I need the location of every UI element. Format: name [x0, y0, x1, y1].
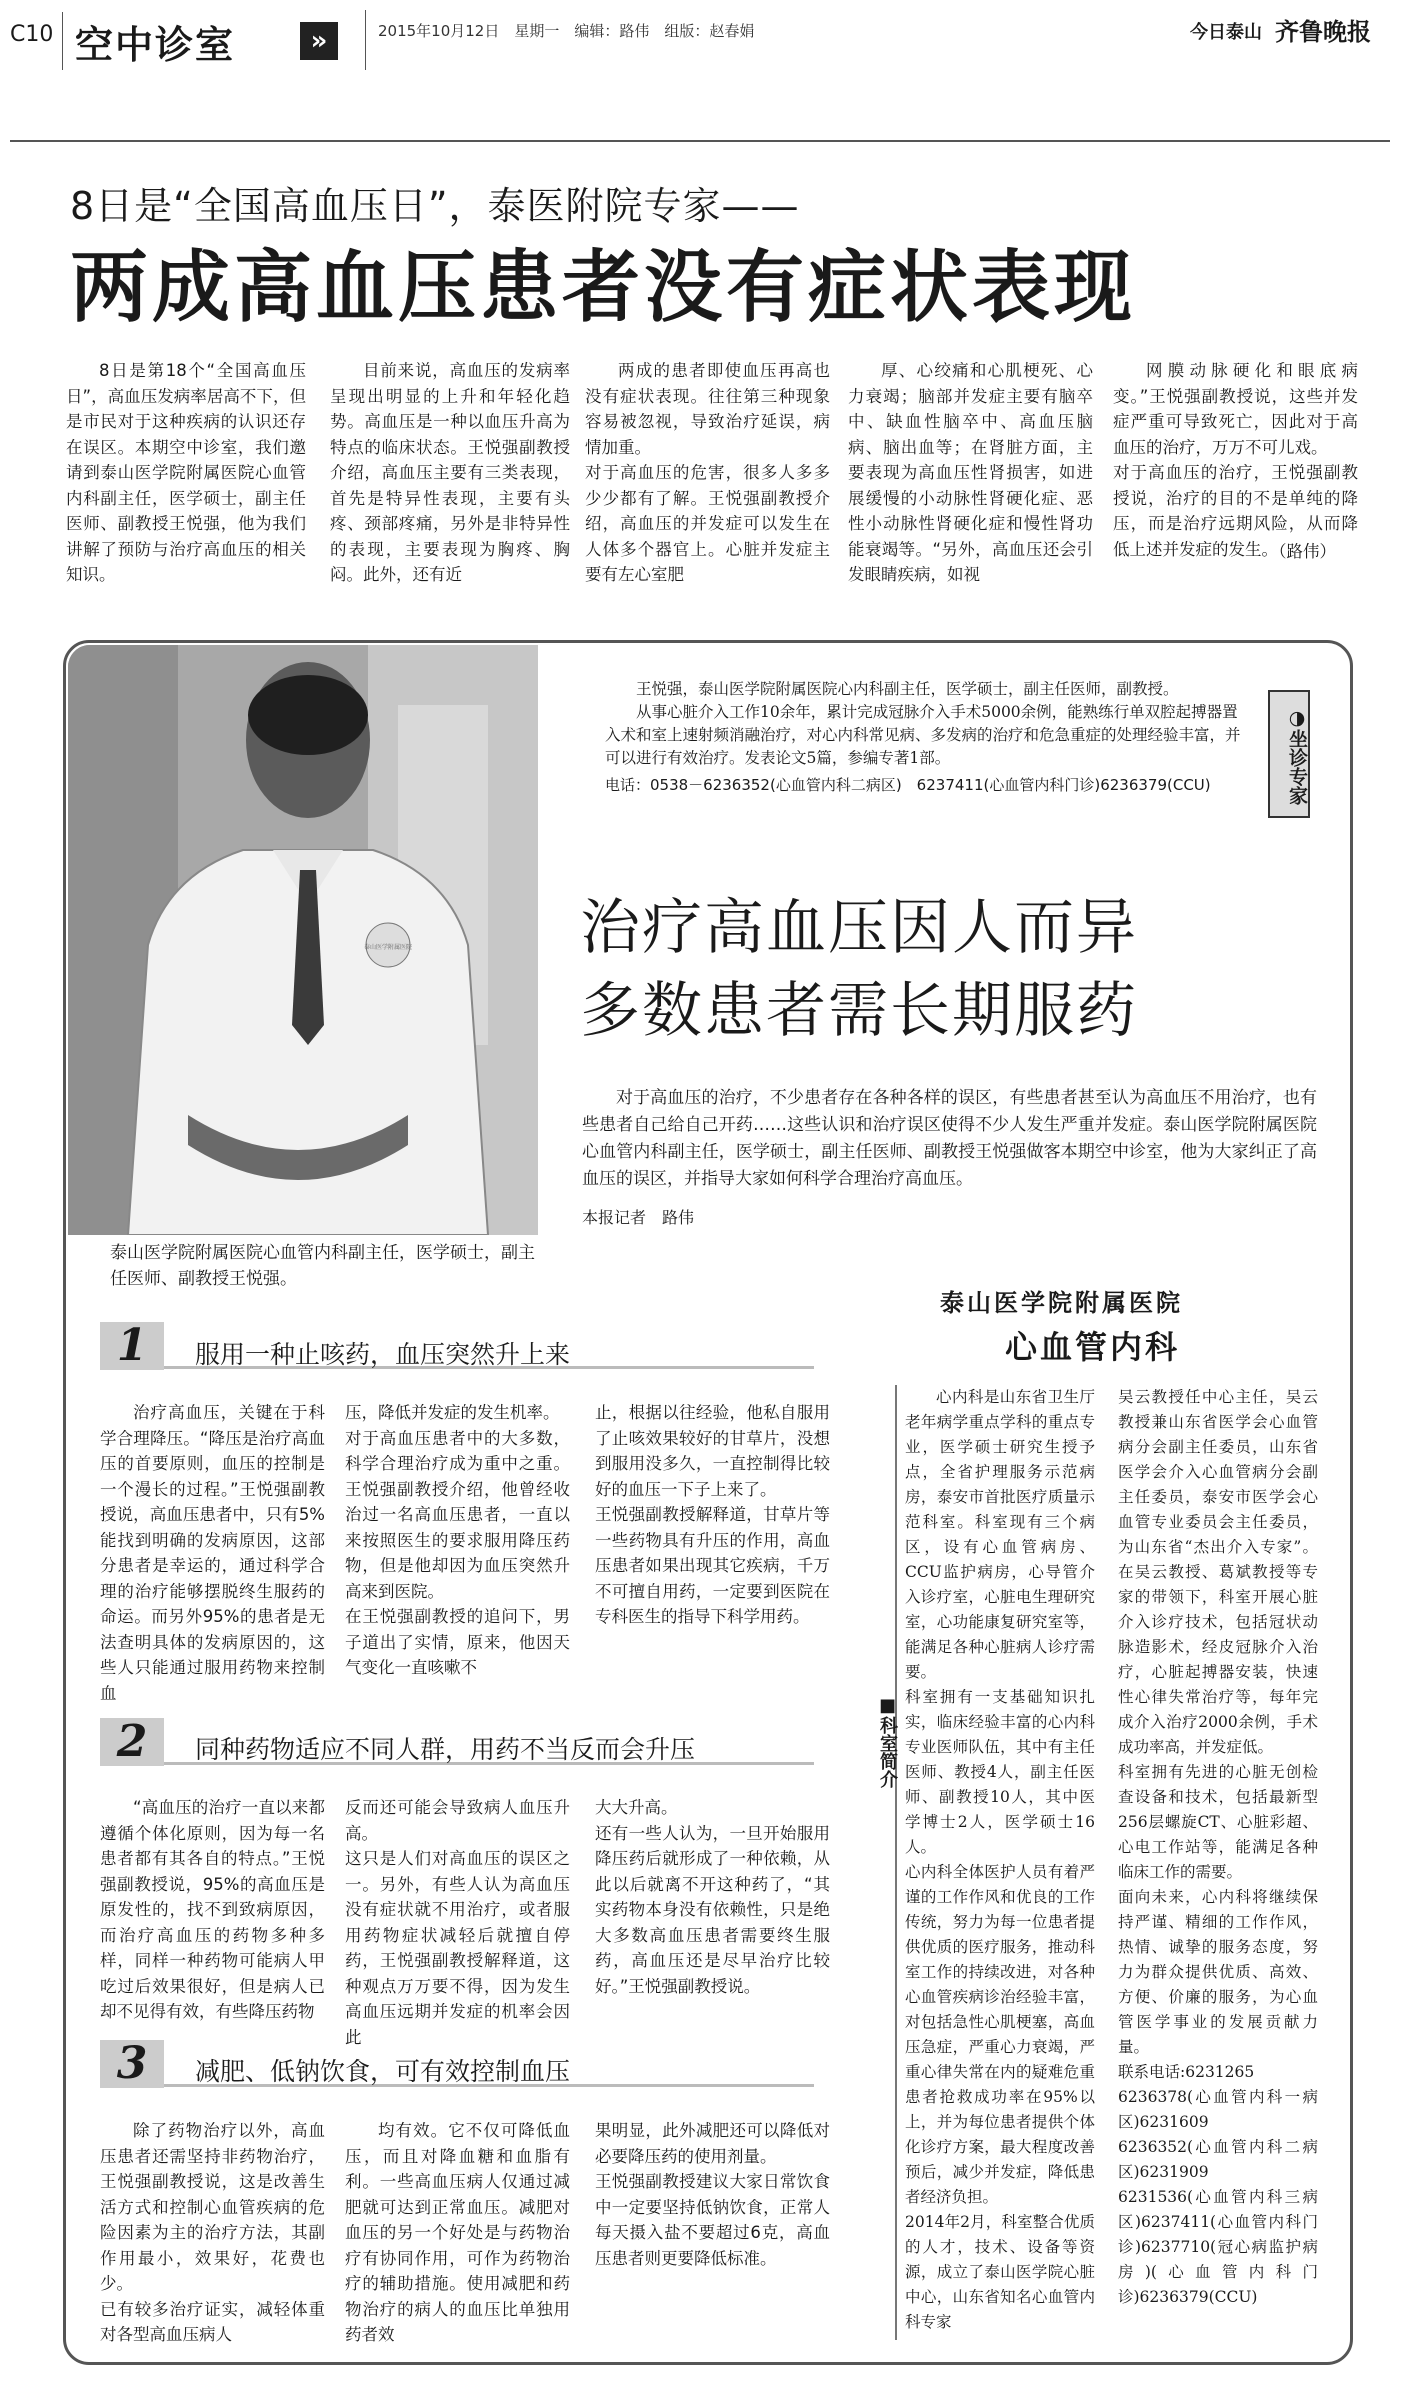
- feature-subhead-2: 多数患者需长期服药: [580, 976, 1138, 1046]
- section-title: 服用一种止咳药，血压突然升上来: [195, 1340, 571, 1369]
- dept-title: 心血管内科: [1005, 1328, 1181, 1366]
- section-title: 同种药物适应不同人群，用药不当反而会升压: [195, 1735, 696, 1764]
- bio-name-line: 王悦强，泰山医学院附属医院心内科副主任，医学硕士，副主任医师，副教授。: [636, 680, 1179, 698]
- photo-caption: 泰山医学院附属医院心血管内科副主任，医学硕士，副主任医师、副教授王悦强。: [110, 1243, 535, 1289]
- header-divider: [62, 12, 63, 70]
- byline: 本报记者 路伟: [582, 1208, 695, 1227]
- section-column: 果明显，此外减肥还可以降低对必要降压药的使用剂量。 王悦强副教授建议大家日常饮食中一定要坚持低钠饮食，正常人每天摄入盐不要超过6克，高血压患者则更要降低标准。: [595, 2121, 830, 2268]
- article-column: 8日是第18个“全国高血压日”，高血压发病率居高不下，但是市民对于这种疾病的认识还存在误区。本期空中诊室，我们邀请到泰山医学院附属医院心血管内科副主任，医学硕士，副主任医师、副教授王悦强，他为我们讲解了预防与治疗高血压的相关知识。: [66, 361, 306, 584]
- feature-subhead-1: 治疗高血压因人而异: [580, 893, 1138, 963]
- article-column: 网膜动脉硬化和眼底病变。”王悦强副教授说，这些并发症严重可导致死亡，因此对于高血压的治疗，万万不可儿戏。 对于高血压的治疗，王悦强副教授说，治疗的目的不是单纯的降压，而是治疗远期风险，从而降低上述并发症的发生。: [1113, 361, 1358, 559]
- newspaper-logo: 齐鲁晚报: [1275, 17, 1371, 46]
- doctor-bio: [605, 678, 1245, 797]
- chevron-right-icon: »: [300, 22, 338, 60]
- section-column: 压，降低并发症的发生机率。 对于高血压患者中的大多数，科学合理治疗成为重中之重。王悦强副教授介绍，他曾经收治过一名高血压患者，一直以来按照医生的要求服用降压药物，但是他却因为血压突然升高来到医院。 在王悦强副教授的追问下，男子道出了实情，原来，他因天气变化一直咳嗽不: [345, 1403, 570, 1677]
- dept-column: 心内科是山东省卫生厅老年病学重点学科的重点专业，医学硕士研究生授予点，全省护理服务示范病房，泰安市首批医疗质量示范科室。科室现有三个病区，设有心血管病房、CCU监护病房，心导管介入诊疗室，心脏电生理研究室，心功能康复研究室等，能满足各种心脏病人诊疗需要。 科室拥有一支基础知识扎实，临床经验丰富的心内科专业医师队伍，其中有主任医师、教授4人，副主任医师、副教授10人，其中医学博士2人，医学硕士16人。 心内科全体医护人员有着严谨的工作作风和优良的工作传统，努力为每一位患者提供优质的医疗服务，推动科室工作的持续改进，对各种心血管疾病诊治经验丰富，对包括急性心肌梗塞，高血压急症，严重心力衰竭，严重心律失常在内的疑难危重患者抢救成功率在95%以上，并为每位患者提供个体化诊疗方案，最大程度改善预后，减少并发症，降低患者经济负担。 2014年2月，科室整合优质的人才，技术、设备等资源，成立了泰山医学院心脏中心，山东省知名心血管内科专家: [905, 1388, 1095, 2331]
- section-number: 3: [100, 2040, 164, 2088]
- page-number: C10: [10, 22, 54, 47]
- region-label: 今日泰山: [1190, 22, 1262, 43]
- section-number: 1: [100, 1322, 164, 1370]
- article-column: 厚、心绞痛和心肌梗死、心力衰竭；脑部并发症主要有脑卒中、缺血性脑卒中、高血压脑病、脑出血等；在肾脏方面，主要表现为高血压性肾损害，如进展缓慢的小动脉性肾硬化症、恶性小动脉性肾硬化症和慢性肾功能衰竭等。“另外，高血压还会引发眼睛疾病，如视: [848, 361, 1093, 584]
- section-title: 减肥、低钠饮食，可有效控制血压: [195, 2057, 571, 2086]
- section-column: 除了药物治疗以外，高血压患者还需坚持非药物治疗，王悦强副教授说，这是改善生活方式和控制心血管疾病的危险因素为主的治疗方法，其副作用最小，效果好，花费也少。 已有较多治疗证实，减轻体重对各型高血压病人: [100, 2121, 325, 2344]
- bio-detail: 从事心脏介入工作10余年，累计完成冠脉介入手术5000余例，能熟练行单双腔起搏器置入术和室上速射频消融治疗，对心内科常见病、多发病的治疗和危急重症的处理经验丰富，并可以进行有效治疗。发表论文5篇，参编专著1部。: [605, 703, 1241, 767]
- headline: 两成高血压患者没有症状表现: [70, 243, 1137, 333]
- section-column: “高血压的治疗一直以来都遵循个体化原则，因为每一名患者都有其各自的特点。”王悦强副教授说，95%的高血压是原发性的，找不到致病原因，而治疗高血压的药物多种多样，同样一种药物可能病人甲吃过后效果很好，但是病人已却不见得有效，有些降压药物: [100, 1798, 325, 2021]
- author-credit: （路伟）: [1270, 542, 1336, 561]
- article-column: 两成的患者即使血压再高也没有症状表现。往往第三种现象容易被忽视，导致治疗延误，病情加重。 对于高血压的危害，很多人多多少少都有了解。王悦强副教授介绍，高血压的并发症可以发生在人体多个器官上。心脏并发症主要有左心室肥: [585, 361, 830, 584]
- section-column: 治疗高血压，关键在于科学合理降压。“降压是治疗高血压的首要原则，血压的控制是一个漫长的过程。”王悦强副教授说，高血压患者中，只有5%能找到明确的发病原因，这部分患者是幸运的，通过科学合理的治疗能够摆脱终生服药的命运。而另外95%的患者是无法查明具体的发病原因的，这些人只能通过服用药物来控制血: [100, 1403, 325, 1703]
- header-rule: [10, 140, 1390, 142]
- section-column: 均有效。它不仅可降低血压，而且对降血糖和血脂有利。一些高血压病人仅通过减肥就可达到正常血压。减肥对血压的另一个好处是与药物治疗有协同作用，可作为药物治疗的辅助措施。使用减肥和药物治疗的病人的血压比单独用药者效: [345, 2121, 570, 2344]
- section-column: 大大升高。 还有一些人认为，一旦开始服用降压药后就形成了一种依赖，从此以后就离不开这种药了，“其实药物本身没有依赖性，只是绝大多数高血压患者需要终生服药，高血压还是尽早治疗比较好。”王悦强副教授说。: [595, 1798, 830, 1996]
- doctor-photo: [68, 645, 538, 1235]
- section-column: 止，根据以往经验，他私自服用了止咳效果较好的甘草片，没想到服用没多久，一直控制得比较好的血压一下子上来了。 王悦强副教授解释道，甘草片等一些药物具有升压的作用，高血压患者如果出现其它疾病，千万不可擅自用药，一定要到医院在专科医生的指导下科学用药。: [595, 1403, 830, 1626]
- feature-intro: 对于高血压的治疗，不少患者存在各种各样的误区，有些患者甚至认为高血压不用治疗，也有些患者自己给自己开药……这些认识和治疗误区使得不少人发生严重并发症。泰山医学院附属医院心血管内科副主任，医学硕士，副主任医师、副教授王悦强做客本期空中诊室，他为大家纠正了高血压的误区，并指导大家如何科学合理治疗高血压。: [582, 1088, 1317, 1189]
- article-column: 目前来说，高血压的发病率呈现出明显的上升和年轻化趋势。高血压是一种以血压升高为特点的临床状态。王悦强副教授介绍，高血压主要有三类表现，首先是特异性表现，主要有头疼、颈部疼痛，另外是非特异性的表现，主要表现为胸疼、胸闷。此外，还有近: [330, 361, 570, 584]
- svg-text:泰山医学附属医院: 泰山医学附属医院: [363, 944, 413, 951]
- section-column: 反而还可能会导致病人血压升高。 这只是人们对高血压的误区之一。另外，有些人认为高血压没有症状就不用治疗，或者服用药物症状减轻后就擅自停药，王悦强副教授解释道，这种观点万万要不得，因为发生高血压远期并发症的机率会因此: [345, 1798, 570, 2047]
- dept-bracket: [895, 1385, 897, 2340]
- section-title: 空中诊室: [75, 23, 236, 67]
- header-divider: [365, 10, 366, 70]
- dept-column: 吴云教授任中心主任，吴云教授兼山东省医学会心血管病分会副主任委员，山东省医学会介入心血管病分会副主任委员，泰安市医学会心血管专业委员会主任委员，为山东省“杰出介入专家”。在吴云教授、葛斌教授等专家的带领下，科室开展心脏介入诊疗技术，包括冠状动脉造影术，经皮冠脉介入治疗，心脏起搏器安装，快速性心律失常治疗等，每年完成介入治疗2000余例，手术成功率高，并发症低。 科室拥有先进的心脏无创检查设备和技术，包括最新型256层螺旋CT、心脏彩超、心电工作站等，能满足各种临床工作的需要。 面向未来，心内科将继续保持严谨、精细的工作作风，热情、诚挚的服务态度，努力为群众提供优质、高效、方便、价廉的服务，为心血管医学事业的发展贡献力量。 联系电话:6231265 6236378(心血管内科一病区)6231609 6236352(心血管内科二病区)6231909 6231536(心血管内科三病区)6237411(心血管内科门诊)6237710(冠心病监护病房)(心血管内科门诊)6236379(CCU): [1118, 1388, 1318, 2306]
- expert-tag: ◑坐诊专家: [1268, 690, 1310, 818]
- dept-heading: 泰山医学院附属医院: [940, 1288, 1183, 1317]
- dept-side-label: ■科室简介: [877, 1695, 898, 1788]
- kicker: 8日是“全国高血压日”，泰医附院专家——: [70, 184, 800, 228]
- section-number: 2: [100, 1718, 164, 1766]
- doctor-illustration: [68, 645, 538, 1235]
- issue-info: 2015年10月12日 星期一 编辑：路伟 组版：赵春娟: [378, 22, 755, 40]
- bio-phone: 电话：0538－6236352(心血管内科二病区) 6237411(心血管内科门诊)6236379(CCU): [605, 776, 1211, 794]
